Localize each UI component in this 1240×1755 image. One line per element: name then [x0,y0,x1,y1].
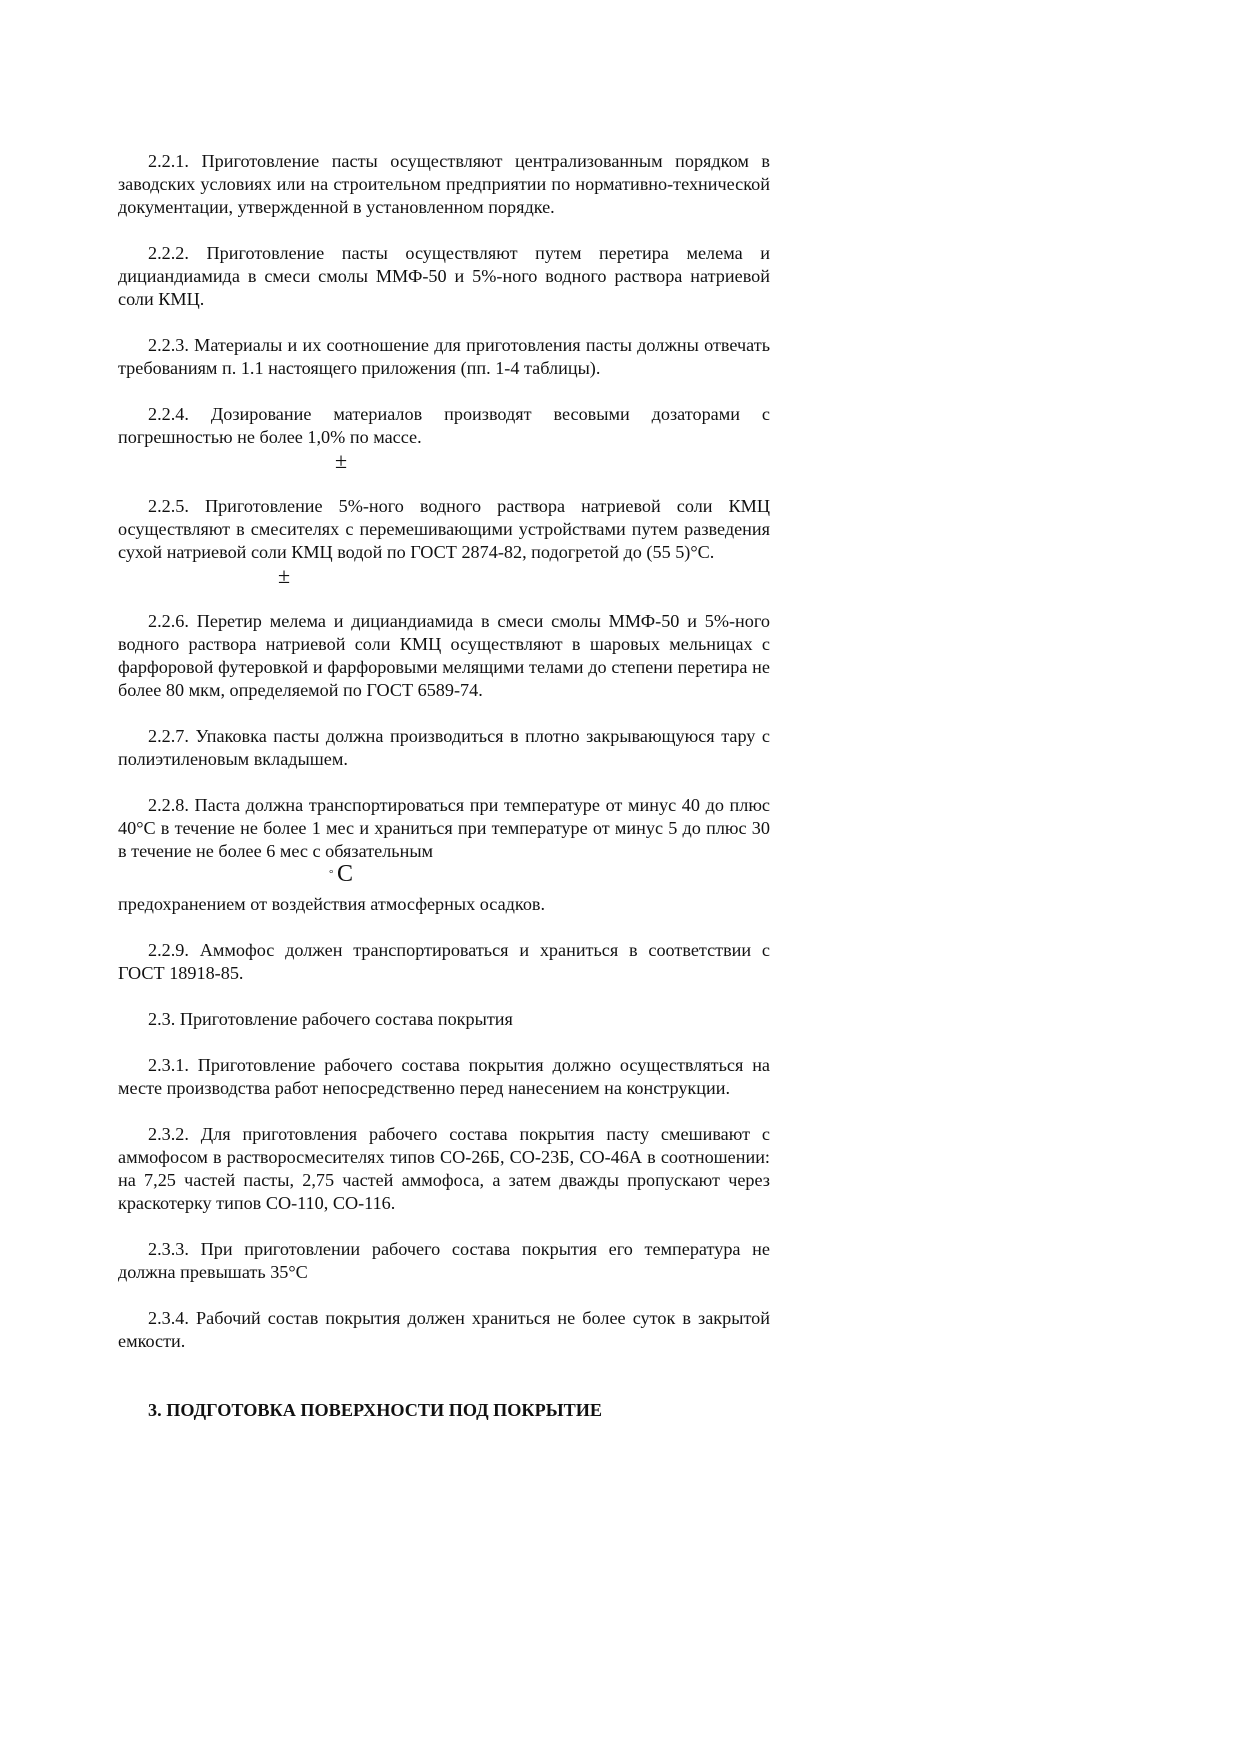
paragraph-2-2-8-continuation: предохранением от воздействия атмосферных осадков. [118,894,546,914]
plus-minus-symbol: ± [335,448,348,473]
plus-minus-row-1 [118,449,770,495]
celsius-row [118,863,770,893]
paragraph-2-3-1: 2.3.1. Приготовление рабочего состава покрытия должно осуществляться на месте производства работ непосредственно перед нанесением на конструкции. [118,1055,770,1098]
celsius-symbol: С [337,861,354,887]
paragraph-2-2-5: 2.2.5. Приготовление 5%-ного водного раствора натриевой соли КМЦ осуществляют в смесителях с перемешивающими устройствами путем разведения сухой натриевой соли КМЦ водой по ГОСТ 2874-82, подогретой до (55 5)°С. [118,496,770,562]
paragraph-2-2-8: 2.2.8. Паста должна транспортироваться при температуре от минус 40 до плюс 40°С в течение не более 1 мес и храниться при температуре от минус 5 до плюс 30 в течение не более 6 мес с обязательным [118,795,770,861]
paragraph-2-3: 2.3. Приготовление рабочего состава покрытия [148,1009,513,1029]
paragraph-2-2-9: 2.2.9. Аммофос должен транспортироваться и храниться в соответствии с ГОСТ 18918-85. [118,940,770,983]
paragraph-2-2-1: 2.2.1. Приготовление пасты осуществляют централизованным порядком в заводских условиях или на строительном предприятии по нормативно-технической документации, утвержденной в установленном порядке. [118,151,770,217]
paragraph-2-3-2: 2.3.2. Для приготовления рабочего состава покрытия пасту смешивают с аммофосом в растворосмесителях типов СО-26Б, СО-23Б, СО-46А в соотношении: на 7,25 частей пасты, 2,75 частей аммофоса, а затем дважды пропускают через краскотерку типов СО-110, СО-116. [118,1124,770,1213]
paragraph-2-2-6: 2.2.6. Перетир мелема и дициандиамида в смеси смолы ММФ-50 и 5%-ного водного раствора натриевой соли КМЦ осуществляют в шаровых мельницах с фарфоровой футеровкой и фарфоровыми мелящими телами до степени перетира не более 80 мкм, определяемой по ГОСТ 6589-74. [118,611,770,700]
document-page [118,150,770,1440]
paragraph-2-2-4: 2.2.4. Дозирование материалов производят весовыми дозаторами с погрешностью не более 1,0% по массе. [118,404,770,447]
paragraph-2-2-3: 2.2.3. Материалы и их соотношение для приготовления пасты должны отвечать требованиям п. 1.1 настоящего приложения (пп. 1-4 таблицы). [118,335,770,378]
section-heading-3: 3. ПОДГОТОВКА ПОВЕРХНОСТИ ПОД ПОКРЫТИЕ [148,1400,603,1420]
plus-minus-row-2 [118,564,770,610]
paragraph-2-3-4: 2.3.4. Рабочий состав покрытия должен храниться не более суток в закрытой емкости. [118,1308,770,1351]
paragraph-2-2-2: 2.2.2. Приготовление пасты осуществляют путем перетира мелема и дициандиамида в смеси смолы ММФ-50 и 5%-ного водного раствора натриевой соли КМЦ. [118,243,770,309]
paragraph-2-2-7: 2.2.7. Упаковка пасты должна производиться в плотно закрывающуюся тару с полиэтиленовым вкладышем. [118,726,770,769]
paragraph-2-3-3: 2.3.3. При приготовлении рабочего состава покрытия его температура не должна превышать 35°С [118,1239,770,1282]
degree-symbol: ° [329,868,334,880]
plus-minus-symbol: ± [278,563,291,588]
